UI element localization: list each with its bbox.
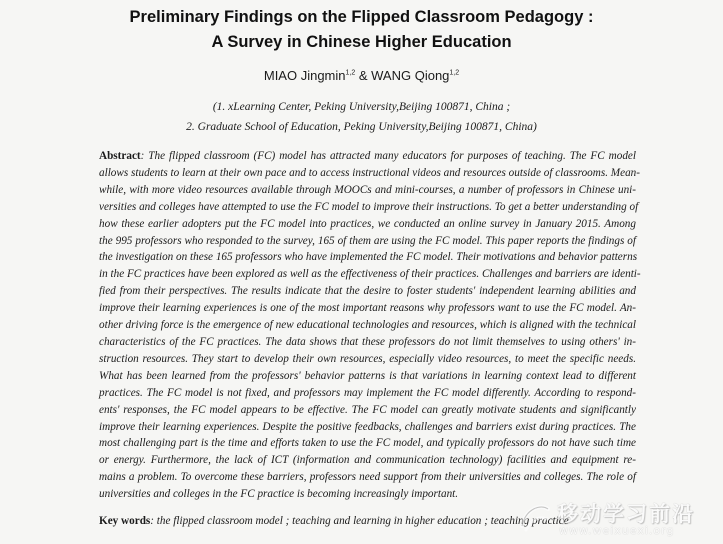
abstract-line-text: ents' responses, the FC model appears to be effective. The FC model can greatly motivate students and significantly	[99, 403, 636, 416]
affiliation-line-2: 2. Graduate School of Education, Peking University,Beijing 100871, China)	[186, 121, 537, 133]
abstract-line	[99, 216, 636, 233]
author-line	[0, 68, 723, 83]
abstract-line-text: while, with more video resources available through MOOCs and mini-courses, a number of professors in Chinese uni-	[99, 183, 636, 196]
keywords-text: : the flipped classroom model ; teaching and learning in higher education ; teaching practice	[150, 515, 569, 527]
abstract-line-text: improve their learning experiences. Despite the positive feedbacks, challenges and barriers exist during practices. The	[99, 420, 636, 433]
abstract-line	[99, 266, 641, 283]
abstract-line	[99, 199, 639, 216]
watermark-brand: 移动学习前沿	[557, 502, 695, 526]
abstract-line	[99, 334, 636, 351]
abstract-line	[99, 148, 636, 165]
abstract-line	[99, 419, 636, 436]
abstract-line-text: most challenging part is the time and efforts taken to use the FC model, and typically professors do not have such time	[99, 437, 636, 450]
abstract-line-text: or energy. Furthermore, the lack of ICT (information and communication technology) facilities and equipment re-	[99, 454, 636, 467]
affiliation-line-1: (1. xLearning Center, Peking University,Beijing 100871, China ;	[212, 101, 511, 113]
abstract-line	[99, 351, 636, 368]
abstract-block	[99, 148, 641, 503]
abstract-label: Abstract	[99, 150, 141, 162]
abstract-line	[99, 385, 636, 402]
author-name: WANG Qiong	[371, 68, 450, 83]
abstract-line	[99, 249, 636, 266]
abstract-line-text: universities and colleges in the FC practice is becoming increasingly important.	[99, 488, 459, 501]
abstract-line-text: allows students to learn at their own pace and to access instructional videos and resources outside of classrooms. Mean-	[99, 166, 640, 179]
author-separator: &	[355, 68, 372, 83]
abstract-line	[99, 452, 636, 469]
author-name: MIAO Jingmin	[263, 68, 346, 83]
watermark	[517, 496, 717, 540]
abstract-line	[99, 435, 636, 452]
abstract-line	[99, 300, 636, 317]
abstract-line-text: fied from their perspectives. The results indicate that the desire to foster students' independent learning abilities and	[99, 285, 636, 298]
abstract-line	[99, 165, 640, 182]
keywords-label: Key words	[99, 515, 151, 527]
author-affiliation-marker: 1,2	[345, 69, 356, 77]
abstract-line-text: improve their learning experiences is one of the most important reasons why professors want to use the FC model. An-	[99, 302, 636, 315]
abstract-line-text: the investigation on these 165 professors who have implemented the FC model. Their motivations and behavior patterns	[99, 251, 638, 264]
abstract-line-text: other driving force is the emergence of new educational technologies and resources, which is aligned with the technical	[99, 319, 636, 332]
abstract-line	[99, 317, 636, 334]
abstract-line-text: mains a problem. To overcome these barriers, professors need support from their universities and colleges. The role of	[99, 471, 636, 484]
abstract-line-text: in the FC practices have been explored as well as the effectiveness of their practices. Challenges and barriers are identi-	[99, 268, 641, 281]
abstract-line-text: the 995 professors who responded to the survey, 165 of them are using the FC model. This paper reports the findings of	[99, 234, 636, 247]
author-affiliation-marker: 1,2	[449, 69, 460, 77]
abstract-line	[99, 469, 636, 486]
curved-swoosh-logo-icon	[517, 500, 551, 534]
abstract-line	[99, 182, 636, 199]
abstract-line	[99, 233, 636, 250]
abstract-line	[99, 402, 636, 419]
abstract-line-text: : The flipped classroom (FC) model has attracted many educators for purposes of teaching. The FC model	[140, 150, 636, 162]
abstract-line-text: characteristics of the FC practices. The data shows that these professors do not limit themselves to using others' in-	[99, 335, 636, 348]
paper-title-line1: Preliminary Findings on the Flipped Classroom Pedagogy :	[129, 8, 594, 26]
abstract-line	[99, 368, 636, 385]
abstract-line	[99, 283, 636, 300]
abstract-line-text: struction resources. They start to develop their own resources, especially video resources, to meet the specific needs.	[99, 352, 636, 365]
watermark-url: www.weixuexi.org	[559, 524, 675, 537]
abstract-line-text: versities and colleges have attempted to use the FC model to improve their instructions. To get a better understanding of	[99, 200, 639, 213]
abstract-line-text: What has been learned from the professors' behavior patterns is that variations in learning context lead to different	[99, 369, 636, 382]
paper-title-line2: A Survey in Chinese Higher Education	[211, 33, 512, 51]
abstract-line-text: how these earlier adopters put the FC model into practices, we conducted an online survey in January 2015. Among	[99, 217, 636, 230]
abstract-line-text: practices. The FC model is not fixed, and professors may implement the FC model differently. According to respond-	[99, 386, 636, 399]
